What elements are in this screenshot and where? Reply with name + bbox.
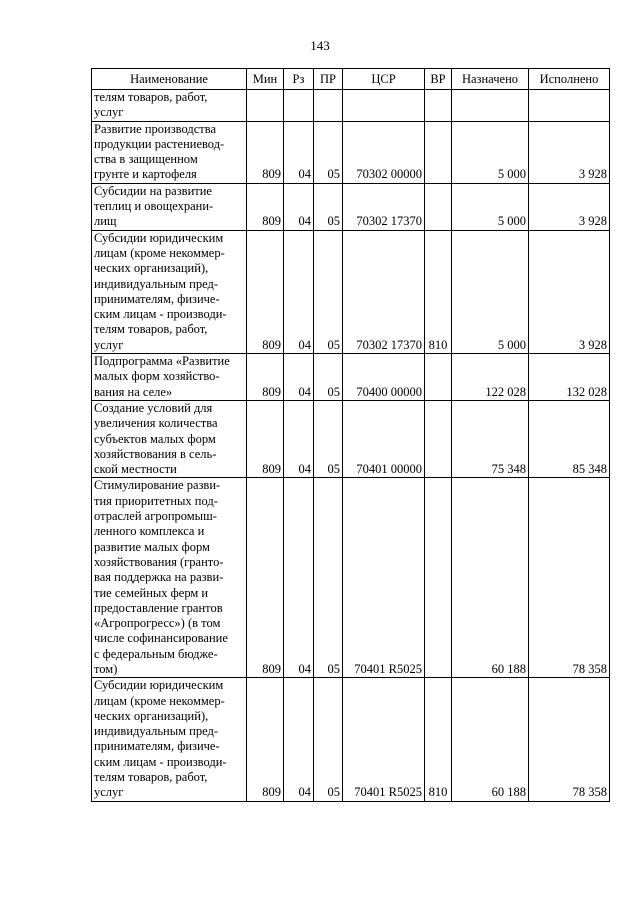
cell-csr: 70302 17370: [343, 183, 425, 230]
column-header-name: Наименование: [92, 69, 247, 90]
cell-vr: 810: [425, 230, 452, 353]
cell-csr: 70401 R5025: [343, 478, 425, 678]
column-header-executed: Исполнено: [529, 69, 610, 90]
cell-assigned: 5 000: [452, 121, 529, 183]
budget-table: [91, 68, 610, 802]
cell-csr: 70302 00000: [343, 121, 425, 183]
cell-csr: 70302 17370: [343, 230, 425, 353]
cell-vr: 810: [425, 678, 452, 801]
table-row: [92, 183, 610, 230]
cell-min: 809: [247, 400, 284, 477]
cell-assigned: [452, 90, 529, 122]
cell-assigned: 122 028: [452, 354, 529, 401]
cell-min: 809: [247, 230, 284, 353]
cell-pr: 05: [314, 121, 343, 183]
cell-assigned: 60 188: [452, 678, 529, 801]
cell-assigned: 5 000: [452, 230, 529, 353]
cell-csr: 70401 00000: [343, 400, 425, 477]
page-number: 143: [310, 38, 330, 53]
table-row: [92, 230, 610, 353]
cell-vr: [425, 400, 452, 477]
column-header-pr: ПР: [314, 69, 343, 90]
column-header-assigned: Назначено: [452, 69, 529, 90]
cell-vr: [425, 183, 452, 230]
cell-vr: [425, 90, 452, 122]
column-header-rz: Рз: [284, 69, 314, 90]
cell-min: 809: [247, 478, 284, 678]
cell-min: 809: [247, 354, 284, 401]
cell-executed: 3 928: [529, 121, 610, 183]
cell-pr: 05: [314, 400, 343, 477]
cell-pr: 05: [314, 183, 343, 230]
cell-csr: [343, 90, 425, 122]
cell-min: [247, 90, 284, 122]
cell-pr: 05: [314, 354, 343, 401]
cell-rz: [284, 90, 314, 122]
cell-executed: [529, 90, 610, 122]
column-header-csr: ЦСР: [343, 69, 425, 90]
cell-name: Субсидии юридическим лицам (кроме некоммер- ческих организаций), индивидуальным пред- принимателям, физиче- ским лицам - производи- телям товаров, работ, услуг: [92, 678, 247, 801]
column-header-vr: ВР: [425, 69, 452, 90]
cell-executed: 3 928: [529, 230, 610, 353]
cell-rz: 04: [284, 121, 314, 183]
cell-min: 809: [247, 678, 284, 801]
cell-vr: [425, 354, 452, 401]
cell-name: Стимулирование разви- тия приоритетных под- отраслей агропромыш- ленного комплекса и развитие малых форм хозяйствования (гранто- вая поддержка на разви- тие семейных ферм и предоставление грантов «Агропрогресс») (в том числе софинансирование с федеральным бюдже- том): [92, 478, 247, 678]
cell-assigned: 60 188: [452, 478, 529, 678]
cell-rz: 04: [284, 678, 314, 801]
cell-name: Развитие производства продукции растениевод- ства в защищенном грунте и картофеля: [92, 121, 247, 183]
cell-rz: 04: [284, 400, 314, 477]
cell-name: телям товаров, работ, услуг: [92, 90, 247, 122]
cell-vr: [425, 478, 452, 678]
cell-name: Создание условий для увеличения количества субъектов малых форм хозяйствования в сель- ской местности: [92, 400, 247, 477]
table-row: [92, 478, 610, 678]
table-row: [92, 354, 610, 401]
cell-executed: 78 358: [529, 678, 610, 801]
cell-min: 809: [247, 183, 284, 230]
cell-rz: 04: [284, 354, 314, 401]
cell-executed: 132 028: [529, 354, 610, 401]
cell-pr: 05: [314, 230, 343, 353]
cell-assigned: 75 348: [452, 400, 529, 477]
cell-pr: 05: [314, 678, 343, 801]
cell-csr: 70400 00000: [343, 354, 425, 401]
cell-rz: 04: [284, 183, 314, 230]
cell-pr: [314, 90, 343, 122]
cell-executed: 85 348: [529, 400, 610, 477]
cell-name: Подпрограмма «Развитие малых форм хозяйство- вания на селе»: [92, 354, 247, 401]
cell-vr: [425, 121, 452, 183]
cell-rz: 04: [284, 230, 314, 353]
cell-assigned: 5 000: [452, 183, 529, 230]
cell-csr: 70401 R5025: [343, 678, 425, 801]
table-header-row: [92, 69, 610, 90]
table-row: [92, 121, 610, 183]
table-row: [92, 90, 610, 122]
column-header-min: Мин: [247, 69, 284, 90]
cell-executed: 3 928: [529, 183, 610, 230]
cell-pr: 05: [314, 478, 343, 678]
cell-rz: 04: [284, 478, 314, 678]
table-row: [92, 678, 610, 801]
table-row: [92, 400, 610, 477]
cell-min: 809: [247, 121, 284, 183]
cell-name: Субсидии на развитие теплиц и овощехрани- лищ: [92, 183, 247, 230]
cell-executed: 78 358: [529, 478, 610, 678]
cell-name: Субсидии юридическим лицам (кроме некоммер- ческих организаций), индивидуальным пред- принимателям, физиче- ским лицам - производи- телям товаров, работ, услуг: [92, 230, 247, 353]
